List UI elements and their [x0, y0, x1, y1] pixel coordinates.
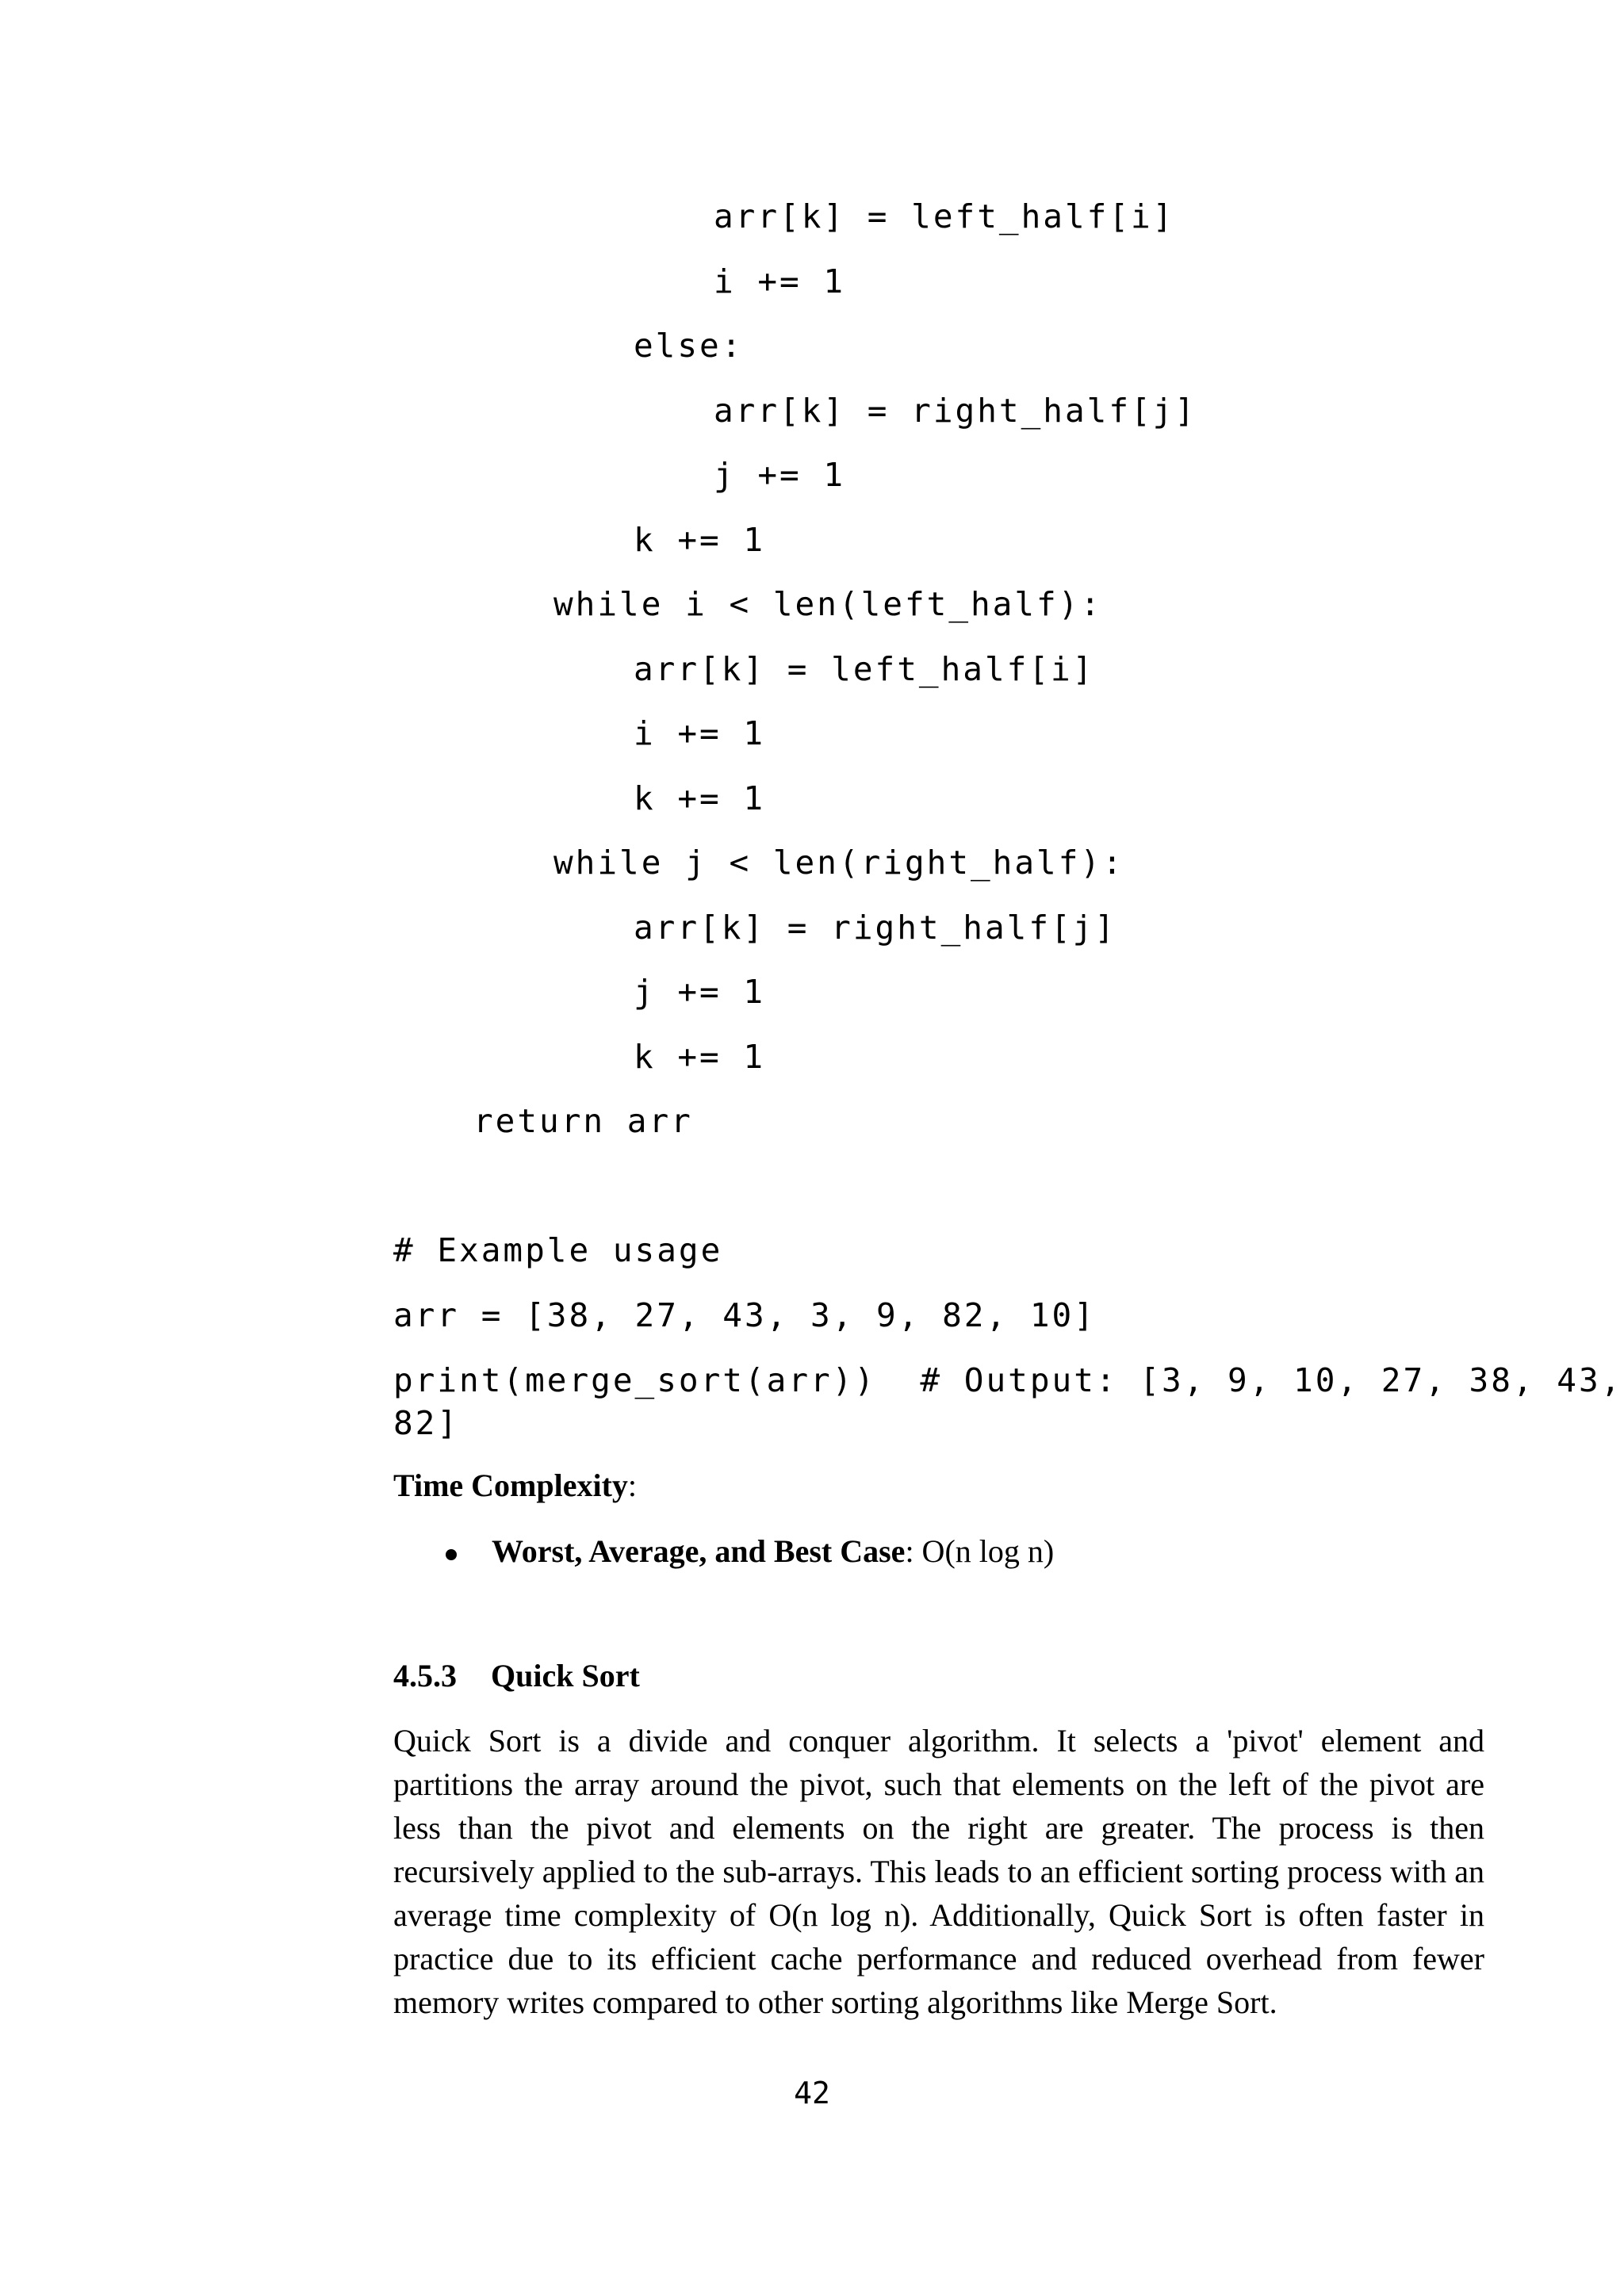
code-line: return arr [473, 1102, 693, 1140]
code-line: while j < len(right_half): [553, 844, 1124, 882]
code-line: j += 1 [714, 456, 846, 494]
code-line: else: [634, 327, 744, 365]
code-line: arr[k] = left_half[i] [634, 650, 1095, 688]
bullet-value: : O(n log n) [905, 1533, 1055, 1569]
code-line: i += 1 [634, 714, 766, 752]
code-line: j += 1 [634, 973, 766, 1011]
code-line: k += 1 [634, 521, 766, 559]
code-comment-line: # Example usage [393, 1231, 723, 1269]
page-number: 42 [794, 2076, 830, 2110]
code-line: 82] [393, 1404, 460, 1442]
complexity-heading-colon: : [627, 1468, 638, 1503]
complexity-heading-label: Time Complexity [393, 1468, 628, 1503]
section-paragraph: Quick Sort is a divide and conquer algorithm. It selects a 'pivot' element and partitions the array around the pivot, such that elements on the left of the pivot are less than the pivot and elements on the right are greater. The process is then recursively applied to the sub-arrays. This leads to an efficient sorting process with an average time complexity of O(n log n). Additionally, Quick Sort is often faster in practice due to its efficient cache performance and reduced overhead from fewer memory writes compared to other sorting algorithms like Merge Sort. [393, 1723, 1484, 2020]
complexity-heading [393, 1467, 637, 1505]
code-line: i += 1 [714, 262, 846, 300]
code-line: arr[k] = right_half[j] [634, 909, 1117, 947]
code-line: print(merge_sort(arr)) # Output: [3, 9, 10, 27, 38, 43, [393, 1361, 1623, 1399]
code-line: k += 1 [634, 1038, 766, 1076]
code-line: while i < len(left_half): [553, 585, 1103, 623]
bullet-icon [446, 1549, 457, 1560]
complexity-bullet-item [492, 1533, 1054, 1571]
code-line: k += 1 [634, 779, 766, 817]
section-title: Quick Sort [491, 1658, 640, 1693]
code-line: arr[k] = left_half[i] [714, 197, 1175, 235]
section-number: 4.5.3 [393, 1658, 457, 1693]
code-line: arr = [38, 27, 43, 3, 9, 82, 10] [393, 1296, 1096, 1334]
bullet-label: Worst, Average, and Best Case [492, 1533, 906, 1569]
code-line: arr[k] = right_half[j] [714, 392, 1197, 430]
